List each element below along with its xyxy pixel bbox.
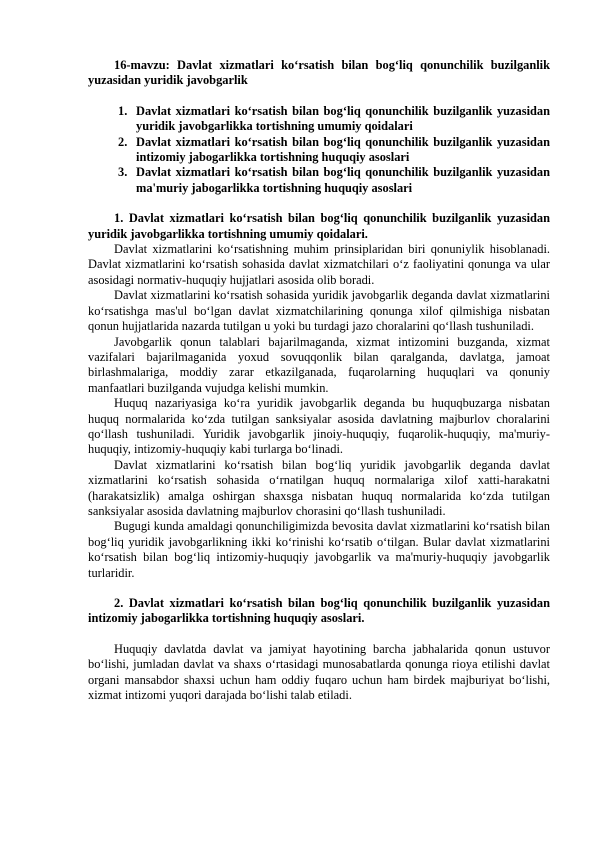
outline-text: Davlat xizmatlari ko‘rsatish bilan bog‘liq qonunchilik buzilganlik yuzasidan yuridik javobgarlikka tortishning umumiy qoidalari xyxy=(136,103,550,134)
outline-item xyxy=(88,104,550,135)
outline-number: 3. xyxy=(118,165,128,180)
spacer xyxy=(88,89,550,104)
topic-outline xyxy=(88,104,550,196)
spacer xyxy=(88,627,550,642)
outline-item xyxy=(88,135,550,166)
outline-number: 1. xyxy=(118,103,128,118)
document-page xyxy=(88,58,550,703)
section-heading: 2. Davlat xizmatlari ko‘rsatish bilan bog‘liq qonunchilik buzilganlik yuzasidan intizomiy jabogarlikka tortishning huquqiy asoslari. xyxy=(88,596,550,626)
paragraph: Davlat xizmatlarini ko‘rsatish bilan bog‘liq yuridik javobgarlik deganda davlat xizmatlarini ko‘rsatish sohasida o‘rnatilgan huquq normalariga xilof xatti-harakatni (harakatsizlik) amalga oshirgan shaxsga nisbatan huquq normalarida ko‘zda tutilgan sanksiyalar asosida davlatning majburlov chorasini qo‘llash tushuniladi. xyxy=(88,457,550,518)
document-title: 16-mavzu: Davlat xizmatlari ko‘rsatish bilan bog‘liq qonunchilik buzilganlik yuzasidan yuridik javobgarlik xyxy=(88,58,550,88)
spacer xyxy=(88,581,550,596)
outline-text: Davlat xizmatlari ko‘rsatish bilan bog‘liq qonunchilik buzilganlik yuzasidan ma'muriy jabogarlikka tortishning huquqiy asoslari xyxy=(136,165,550,195)
section-heading: 1. Davlat xizmatlari ko‘rsatish bilan bog‘liq qonunchilik buzilganlik yuzasidan yuridik javobgarlikka tortishning umumiy qoidalari. xyxy=(88,211,550,241)
spacer xyxy=(88,196,550,211)
outline-item xyxy=(88,165,550,196)
outline-number: 2. xyxy=(118,134,128,149)
paragraph: Davlat xizmatlarini ko‘rsatish sohasida yuridik javobgarlik deganda davlat xizmatlarini ko‘rsatishga mas'ul bo‘lgan davlat xizmatchilarining qonunga xilof qilmishiga nisbatan qonun hujjatlarida nazarda tutilgan u yoki bu turdagi jazo choralarini qo‘llash tushuniladi. xyxy=(88,288,550,334)
outline-text: Davlat xizmatlari ko‘rsatish bilan bog‘liq qonunchilik buzilganlik yuzasidan intizomiy jabogarlikka tortishning huquqiy asoslari xyxy=(136,134,550,165)
paragraph: Bugugi kunda amaldagi qonunchiligimizda bevosita davlat xizmatlarini ko‘rsatish bilan bog‘liq yuridik javobgarlikning ikki ko‘rinishi ko‘rsatib o‘tilgan. Bular davlat xizmatlarini ko‘rsatish bilan bog‘liq intizomiy-huquqiy javobgarlik va ma'muriy-huquqiy javobgarlik turlaridir. xyxy=(88,519,550,580)
paragraph: Javobgarlik qonun talablari bajarilmaganda, xizmat intizomini buzganda, xizmat vazifalari bajarilmaganida yoxud sovuqqonlik bilan qaralganda, davlatga, jamoat birlashmalariga, moddiy zarar etkazilganada, fuqarolarning huquqlari va qonuniy manfaatlari buzilganda vujudga kelishi mumkin. xyxy=(88,334,550,395)
paragraph: Huquq nazariyasiga ko‘ra yuridik javobgarlik deganda bu huquqbuzarga nisbatan huquq normalarida ko‘zda tutilgan sanksiyalar asosida davlatning majburlov choralarini qo‘llash tushuniladi. Yuridik javobgarlik jinoiy-huquqiy, fuqarolik-huquqiy, ma'muriy-huquqiy, intizomiy-huquqiy kabi turlarga bo‘linadi. xyxy=(88,396,550,457)
paragraph: Huquqiy davlatda davlat va jamiyat hayotining barcha jabhalarida qonun ustuvor bo‘lishi, jumladan davlat va shaxs o‘rtasidagi munosabatlarda qonunga rioya etilishi davlat organi mansabdor shaxsi uchun ham oddiy fuqaro uchun ham birdek majburiyat bo‘lishi, xizmat intizomi yuqori darajada bo‘lishi talab etiladi. xyxy=(88,641,550,703)
paragraph: Davlat xizmatlarini ko‘rsatishning muhim prinsiplaridan biri qonuniylik hisoblanadi. Davlat xizmatlarini ko‘rsatish sohasida davlat xizmatchilari o‘z faoliyatini qonunga va ular asosidagi normativ-huquqiy hujjatlari asosida olib boradi. xyxy=(88,242,550,287)
